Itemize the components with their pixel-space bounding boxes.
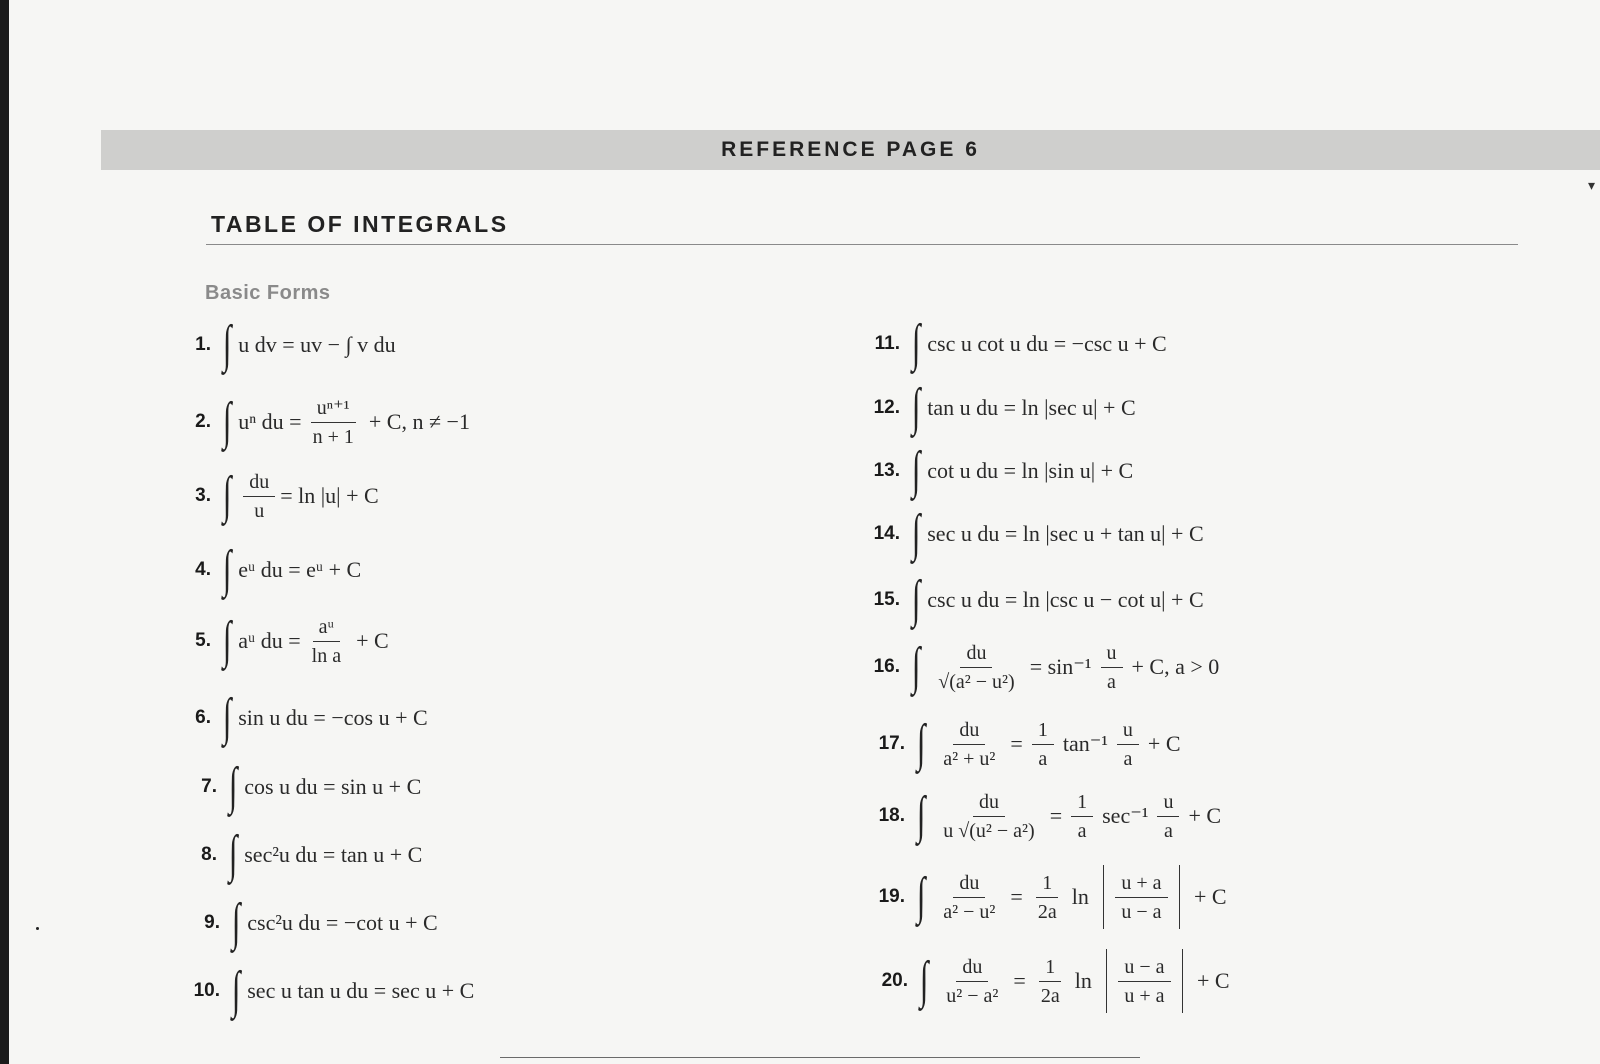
formula-4 [181, 540, 361, 600]
fraction-numerator: du [953, 719, 985, 745]
fraction-denominator: a [1163, 819, 1173, 842]
fraction-numerator: du [960, 642, 992, 668]
fraction-numerator: u [1117, 719, 1139, 745]
fraction [932, 642, 1020, 693]
fraction-numerator: 1 [1036, 872, 1058, 898]
formula-tail: + C, n ≠ −1 [368, 409, 470, 434]
formula-number: 17. [878, 733, 905, 754]
fraction-denominator: u √(u² − a²) [943, 819, 1035, 842]
fraction-denominator: u² − a² [946, 984, 999, 1007]
formula-expression: sec u tan u du = sec u + C [247, 978, 475, 1003]
fraction [307, 397, 360, 448]
fraction-numerator: u − a [1118, 956, 1170, 982]
formula-17 [875, 714, 1185, 774]
page-binding-edge [0, 0, 9, 1064]
formula-expression: cos u du = sin u + C [244, 774, 422, 799]
fraction-numerator: u [1157, 791, 1179, 817]
bottom-rule [500, 1057, 1140, 1058]
fraction [1157, 791, 1179, 842]
abs-bar-left [1106, 949, 1108, 1013]
formula-10 [190, 961, 474, 1021]
fraction-denominator: a [1107, 670, 1116, 693]
formula-18 [875, 786, 1225, 846]
fraction-denominator: u − a [1121, 900, 1162, 923]
formula-tail: + C [1197, 968, 1230, 993]
fraction-numerator: du [243, 471, 275, 497]
formula-5 [181, 611, 393, 671]
integral-sign-icon: ∫ [911, 505, 921, 562]
title-divider [206, 244, 1518, 245]
fraction-denominator: a [1077, 819, 1087, 842]
formula-number: 1. [195, 334, 211, 355]
formula-expression: uⁿ du = [238, 409, 302, 434]
fraction-numerator: u + a [1115, 872, 1167, 898]
formula-number: 19. [878, 886, 905, 907]
integral-sign-icon: ∫ [222, 612, 232, 669]
formula-tail: + C [356, 628, 389, 653]
integral-sign-icon: ∫ [222, 316, 232, 373]
function-name: sec⁻¹ [1102, 803, 1149, 828]
formula-11 [870, 314, 1167, 374]
function-name: ln [1074, 968, 1092, 993]
section-title: Basic Forms [205, 282, 331, 304]
formula-8 [187, 825, 422, 885]
formula-number: 18. [878, 805, 905, 826]
formula-number: 7. [201, 776, 217, 797]
formula-number: 13. [873, 460, 900, 481]
fraction [1117, 719, 1139, 770]
abs-bar-right [1182, 949, 1184, 1013]
fraction-denominator: 2a [1037, 900, 1057, 923]
integral-sign-icon: ∫ [911, 379, 921, 436]
integral-sign-icon: ∫ [911, 571, 921, 628]
formula-6 [181, 688, 428, 748]
formula-14 [870, 504, 1204, 564]
formula-expression: = [1010, 884, 1023, 909]
fraction-numerator: 1 [1039, 956, 1061, 982]
banner-text: REFERENCE PAGE 6 [721, 138, 980, 161]
formula-number: 3. [195, 485, 211, 506]
formula-tail: + C, a > 0 [1131, 654, 1220, 679]
formula-number: 9. [204, 912, 220, 933]
formula-expression: sec u du = ln |sec u + tan u| + C [927, 521, 1204, 546]
formula-expression: sec²u du = tan u + C [244, 842, 423, 867]
fraction-numerator: uⁿ⁺¹ [311, 397, 356, 423]
formula-13 [870, 441, 1133, 501]
fraction-numerator: du [953, 872, 985, 898]
formula-expression: = ln |u| + C [280, 483, 379, 508]
fraction-denominator: a [1123, 747, 1133, 770]
fraction-numerator: 1 [1032, 719, 1054, 745]
formula-number: 2. [195, 411, 211, 432]
integral-sign-icon: ∫ [916, 868, 926, 925]
formula-expression: tan u du = ln |sec u| + C [927, 395, 1136, 420]
formula-number: 4. [195, 559, 211, 580]
formula-expression: csc²u du = −cot u + C [247, 910, 438, 935]
fraction-denominator: a² − u² [943, 900, 996, 923]
abs-bar-right [1179, 865, 1181, 929]
fraction [940, 956, 1004, 1007]
fraction-denominator: u [254, 499, 265, 522]
formula-expression: = [1049, 803, 1063, 828]
fraction [1101, 642, 1123, 693]
formula-number: 5. [195, 630, 211, 651]
fraction-numerator: du [973, 791, 1005, 817]
fraction-denominator: a² + u² [943, 747, 996, 770]
formula-number: 12. [873, 397, 900, 418]
integral-sign-icon: ∫ [919, 952, 929, 1009]
formula-7 [187, 757, 421, 817]
fraction [1071, 791, 1093, 842]
page-title: TABLE OF INTEGRALS [211, 211, 509, 237]
scan-speck [36, 927, 39, 930]
integral-sign-icon: ∫ [916, 715, 926, 772]
margin-mark: ▾ [1588, 179, 1596, 194]
formula-number: 20. [881, 970, 908, 991]
integral-sign-icon: ∫ [228, 758, 238, 815]
formula-number: 14. [873, 523, 900, 544]
formula-12 [870, 378, 1136, 438]
integral-sign-icon: ∫ [916, 787, 926, 844]
fraction [243, 471, 275, 522]
fraction [937, 719, 1001, 770]
fraction [1032, 872, 1063, 923]
formula-1 [181, 315, 396, 375]
fraction [1115, 872, 1167, 923]
formula-tail: + C [1188, 803, 1222, 828]
formula-number: 16. [873, 656, 900, 677]
fraction [937, 791, 1040, 842]
formula-expression: sin u du = −cos u + C [238, 705, 428, 730]
formula-2 [181, 392, 474, 452]
fraction-numerator: u [1101, 642, 1123, 668]
integral-sign-icon: ∫ [222, 393, 232, 450]
integral-sign-icon: ∫ [231, 962, 241, 1019]
formula-19 [875, 862, 1231, 932]
fraction-denominator: a [1038, 747, 1048, 770]
fraction-denominator: u + a [1124, 984, 1165, 1007]
fraction-denominator: n + 1 [312, 425, 354, 448]
formula-expression: cot u du = ln |sin u| + C [927, 458, 1134, 483]
fraction [1032, 719, 1054, 770]
integral-sign-icon: ∫ [222, 689, 232, 746]
fraction [1035, 956, 1066, 1007]
function-name: ln [1071, 884, 1089, 909]
formula-expression: = [1013, 968, 1026, 993]
formula-tail: + C [1147, 731, 1181, 756]
formula-15 [870, 570, 1204, 630]
integral-sign-icon: ∫ [231, 894, 241, 951]
fraction [937, 872, 1001, 923]
formula-tail: + C [1194, 884, 1227, 909]
formula-number: 6. [195, 707, 211, 728]
formula-number: 10. [193, 980, 220, 1001]
reference-banner [101, 130, 1600, 170]
fraction-numerator: 1 [1071, 791, 1093, 817]
function-name: tan⁻¹ [1062, 731, 1108, 756]
formula-expression: csc u cot u du = −csc u + C [927, 331, 1167, 356]
absolute-value [1097, 865, 1186, 929]
formula-3 [181, 466, 379, 526]
formula-number: 11. [874, 333, 900, 354]
fraction-denominator: √(a² − u²) [938, 670, 1015, 693]
formula-number: 8. [201, 844, 217, 865]
formula-number: 15. [873, 589, 900, 610]
formula-9 [190, 893, 438, 953]
integral-sign-icon: ∫ [911, 638, 921, 695]
formula-expression: aᵘ du = [238, 628, 301, 653]
integral-sign-icon: ∫ [222, 541, 232, 598]
fraction-denominator: ln a [311, 644, 342, 667]
integral-sign-icon: ∫ [222, 467, 232, 524]
formula-expression: eᵘ du = eᵘ + C [238, 557, 362, 582]
formula-16 [870, 637, 1223, 697]
formula-expression: csc u du = ln |csc u − cot u| + C [927, 587, 1204, 612]
formula-expression: = sin⁻¹ [1029, 654, 1092, 679]
fraction [1118, 956, 1170, 1007]
fraction-numerator: aᵘ [313, 616, 340, 642]
abs-bar-left [1103, 865, 1105, 929]
fraction-numerator: du [956, 956, 988, 982]
absolute-value [1100, 949, 1189, 1013]
integral-sign-icon: ∫ [228, 826, 238, 883]
formula-expression: = [1010, 731, 1023, 756]
integral-sign-icon: ∫ [911, 315, 921, 372]
formula-20 [878, 946, 1234, 1016]
formula-expression: u dv = uv − ∫ v du [238, 332, 396, 357]
integral-sign-icon: ∫ [911, 442, 921, 499]
fraction [306, 616, 347, 667]
fraction-denominator: 2a [1040, 984, 1060, 1007]
